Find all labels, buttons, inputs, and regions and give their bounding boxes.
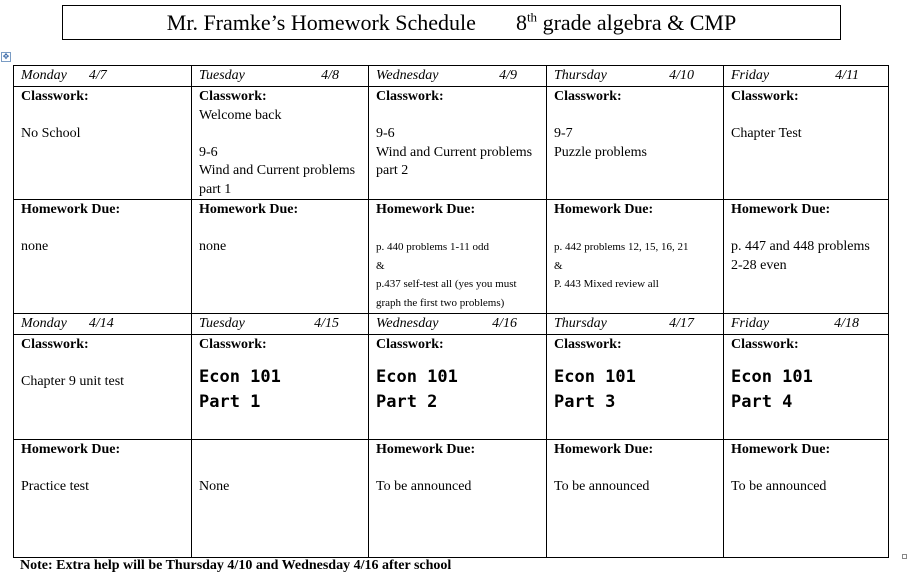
day-header: Tuesday 4/8 (192, 66, 369, 87)
day-header: Friday 4/11 (724, 66, 889, 87)
day-header: Thursday 4/10 (547, 66, 724, 87)
homework-cell[interactable]: None (192, 440, 369, 558)
classwork-cell[interactable]: Classwork: Econ 101 Part 1 (192, 335, 369, 440)
classwork-cell[interactable]: Classwork: Chapter 9 unit test (14, 335, 192, 440)
day-header: Friday 4/18 (724, 314, 889, 335)
classwork-cell[interactable]: Classwork: Chapter Test (724, 87, 889, 200)
table-resize-handle-icon[interactable] (902, 554, 907, 559)
homework-cell[interactable]: Homework Due: p. 447 and 448 problems 2-28 even (724, 200, 889, 314)
classwork-cell[interactable]: Classwork: 9-7 Puzzle problems (547, 87, 724, 200)
homework-cell[interactable]: Homework Due: To be announced (369, 440, 547, 558)
day-header: Monday 4/7 (14, 66, 192, 87)
week2-homework-row (14, 440, 889, 558)
homework-schedule-table (13, 65, 889, 558)
homework-cell[interactable]: Homework Due: p. 440 problems 1-11 odd & p.437 self-test all (yes you must graph the first two problems) (369, 200, 547, 314)
extra-help-note: Note: Extra help will be Thursday 4/10 and Wednesday 4/16 after school (20, 558, 452, 573)
schedule-title (62, 5, 841, 40)
day-header: Monday 4/14 (14, 314, 192, 335)
homework-cell[interactable]: Homework Due: Practice test (14, 440, 192, 558)
day-header: Wednesday 4/9 (369, 66, 547, 87)
week1-homework-row (14, 200, 889, 314)
day-header: Wednesday 4/16 (369, 314, 547, 335)
classwork-cell[interactable]: Classwork: Welcome back 9-6 Wind and Current problems part 1 (192, 87, 369, 200)
classwork-cell[interactable]: Classwork: Econ 101 Part 2 (369, 335, 547, 440)
classwork-cell[interactable]: Classwork: Econ 101 Part 4 (724, 335, 889, 440)
classwork-cell[interactable]: Classwork: Econ 101 Part 3 (547, 335, 724, 440)
week1-day-row (14, 66, 889, 87)
day-header: Thursday 4/17 (547, 314, 724, 335)
title-main: Mr. Framke’s Homework Schedule (166, 9, 476, 35)
title-grade: 8th grade algebra & CMP (515, 9, 737, 35)
homework-cell[interactable]: Homework Due: To be announced (547, 440, 724, 558)
classwork-cell[interactable]: Classwork: 9-6 Wind and Current problems part 2 (369, 87, 547, 200)
week2-classwork-row (14, 335, 889, 440)
table-move-handle-icon[interactable]: ✥ (2, 52, 10, 61)
homework-cell[interactable]: Homework Due: none (14, 200, 192, 314)
homework-cell[interactable]: Homework Due: none (192, 200, 369, 314)
day-header: Tuesday 4/15 (192, 314, 369, 335)
classwork-cell[interactable]: Classwork: No School (14, 87, 192, 200)
week2-day-row (14, 314, 889, 335)
homework-cell[interactable]: Homework Due: p. 442 problems 12, 15, 16, 21 & P. 443 Mixed review all (547, 200, 724, 314)
homework-cell[interactable]: Homework Due: To be announced (724, 440, 889, 558)
week1-classwork-row (14, 87, 889, 200)
